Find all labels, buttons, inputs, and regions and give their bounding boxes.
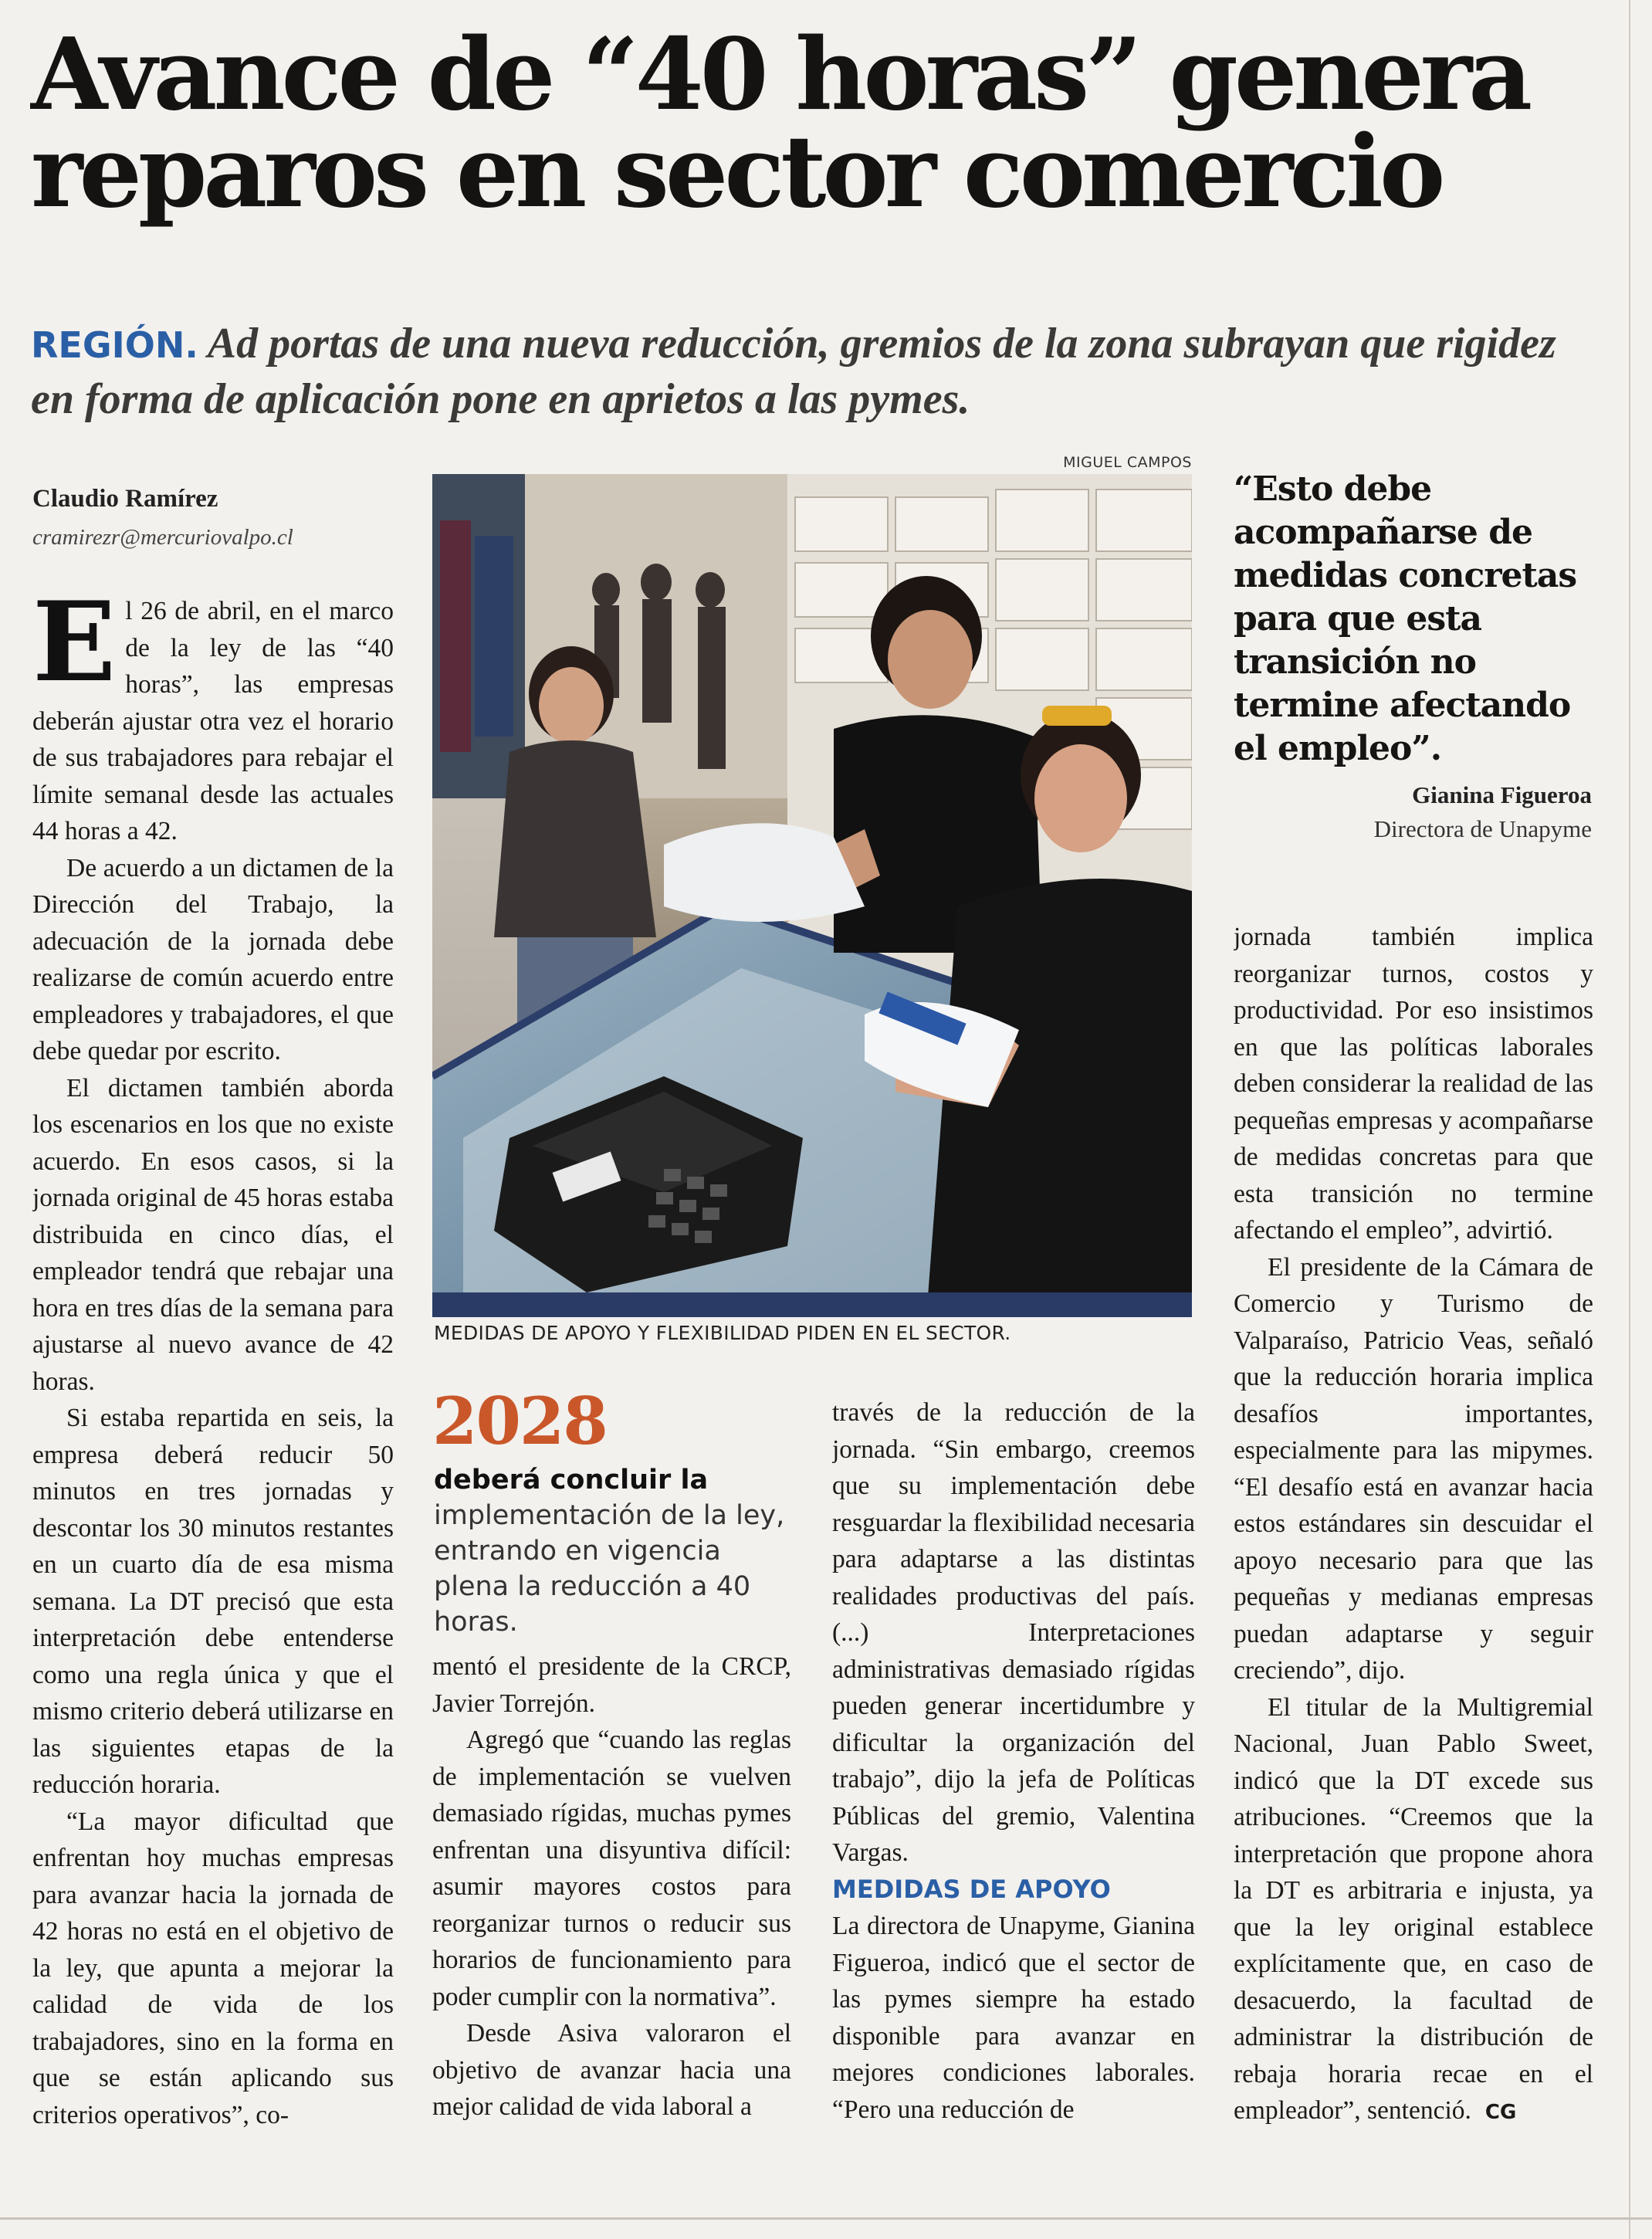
end-mark: CG: [1484, 2101, 1517, 2124]
paragraph-4: Si estaba repartida en seis, la empresa deberá reducir 50 minutos en tres jornadas y descontar los 30 minutos restantes en un cuarto día de esa misma semana. La DT precisó que esta interpretación debe entenderse como una regla única y que el mismo criterio deberá utilizarse en las siguientes etapas de la reducción horaria.: [32, 1404, 394, 1799]
headline-line-1: Avance de “40 horas” genera: [31, 17, 1529, 133]
article-column-4: [1234, 919, 1593, 2185]
paragraph-5: “La mayor dificultad que enfrentan hoy muchas empresas para avanzar hacia la jornada de 42 horas no está en el objetivo de la ley, que apunta a mejorar la calidad de vida de los trabajadores, sino en la forma en que se están aplicando sus criterios operativos”, co-: [32, 1807, 394, 2129]
pull-quote-name: Gianina Figueroa: [1412, 781, 1592, 808]
paragraph-1-text: l 26 de abril, en el marco de la ley de las “40 horas”, las empresas deberán ajustar otra vez el horario de sus trabajadores para rebajar el límite semanal desde las actuales 44 horas a 42.: [32, 597, 394, 845]
paragraph-1: [32, 593, 394, 850]
byline-author: Claudio Ramírez: [32, 485, 218, 513]
store-photo: [432, 474, 1192, 1317]
headline-line-2: reparos en sector comercio: [31, 114, 1442, 230]
paragraph-13: [1234, 1689, 1593, 2132]
pull-quote: “Esto debe acompañarse de medidas concretas para que esta transición no termine afectando el empleo”.: [1234, 469, 1577, 768]
article-column-3: [832, 1394, 1195, 2174]
paragraph-13-text: El titular de la Multigremial Nacional, Juan Pablo Sweet, indicó que la DT excede sus atribuciones. “Creemos que la interpretación que propone ahora la DT es arbitraria e injusta, ya que la ley original establece explícitamente que, en caso de desacuerdo, la facultad de administrar la distribución de rebaja horaria recae en el empleador”, sentenció.: [1234, 1692, 1593, 2125]
photo-credit: MIGUEL CAMPOS: [1063, 454, 1192, 471]
paragraph-8: Desde Asiva valoraron el objetivo de avanzar hacia una mejor calidad de vida laboral a: [432, 2019, 791, 2121]
fact-lead: deberá concluir la: [434, 1465, 709, 1495]
headline: [31, 17, 1590, 230]
photo-caption: MEDIDAS DE APOYO Y FLEXIBILIDAD PIDEN EN EL SECTOR.: [434, 1322, 1011, 1344]
paragraph-2: De acuerdo a un dictamen de la Dirección del Trabajo, la adecuación de la jornada debe realizarse de común acuerdo entre empleadores y trabajadores, el que debe quedar por escrito.: [32, 853, 394, 1065]
paragraph-10: La directora de Unapyme, Gianina Figueroa, indicó que el sector de las pymes siempre ha estado disponible para avanzar en mejores condiciones laborales. “Pero una reducción de: [832, 1912, 1195, 2124]
paragraph-7: Agregó que “cuando las reglas de implementación se vuelven demasiado rígidas, muchas pymes enfrentan una disyuntiva difícil: asumir mayores costos para reorganizar turnos o reducir sus horarios de funcionamiento para poder cumplir con la normativa”.: [432, 1726, 791, 2011]
byline-email: cramirezr@mercuriovalpo.cl: [32, 525, 293, 550]
article-column-1: [32, 593, 394, 2168]
section-kicker: REGIÓN.: [31, 324, 198, 366]
paragraph-3: El dictamen también aborda los escenarios en los que no existe acuerdo. En esos casos, si la jornada original de 45 horas estaba distribuida en cinco días, el empleador tendrá que rebajar una hora en tres días de la semana para ajustarse al nuevo avance de 42 horas.: [32, 1073, 394, 1396]
page-edge-rule: [1629, 0, 1630, 2239]
fact-number: 2028: [432, 1383, 607, 1459]
paragraph-12: El presidente de la Cámara de Comercio y Turismo de Valparaíso, Patricio Veas, señaló que la reducción horaria implica desafíos importantes, especialmente para las mipymes. “El desafío está en avanzar hacia estos estándares sin descuidar el apoyo necesario para que las pequeñas y medianas empresas puedan adaptarse y seguir creciendo”, dijo.: [1234, 1252, 1593, 1685]
pull-quote-role: Directora de Unapyme: [1373, 815, 1592, 842]
subhead-medidas-de-apoyo: MEDIDAS DE APOYO: [832, 1874, 1111, 1904]
paragraph-6: mentó el presidente de la CRCP, Javier Torrejón.: [432, 1652, 791, 1718]
article-column-2: [432, 1648, 791, 2173]
deck: [31, 317, 1606, 426]
deck-text: Ad portas de una nueva reducción, gremios de la zona subrayan que rigidez en forma de aplicación pone en aprietos a las pymes.: [31, 320, 1556, 423]
paragraph-9: través de la reducción de la jornada. “Sin embargo, creemos que su implementación debe resguardar la flexibilidad necesaria para adaptarse a las distintas realidades productivas del país. (...) Interpretaciones administrativas demasiado rígidas pueden generar incertidumbre y dificultar la organización del trabajo”, dijo la jefa de Políticas Públicas del gremio, Valentina Vargas.: [832, 1398, 1195, 1867]
drop-cap: E: [32, 593, 117, 706]
paragraph-11: jornada también implica reorganizar turnos, costos y productividad. Por eso insistimos en que las políticas laborales deben considerar la realidad de las pequeñas empresas y acompañarse de medidas concretas para que esta transición no termine afectando el empleo”, advirtió.: [1234, 923, 1593, 1245]
page-bottom-rule: [0, 2217, 1652, 2220]
fact-text: [434, 1462, 789, 1640]
fact-body: implementación de la ley, entrando en vigencia plena la reducción a 40 horas.: [434, 1500, 785, 1638]
